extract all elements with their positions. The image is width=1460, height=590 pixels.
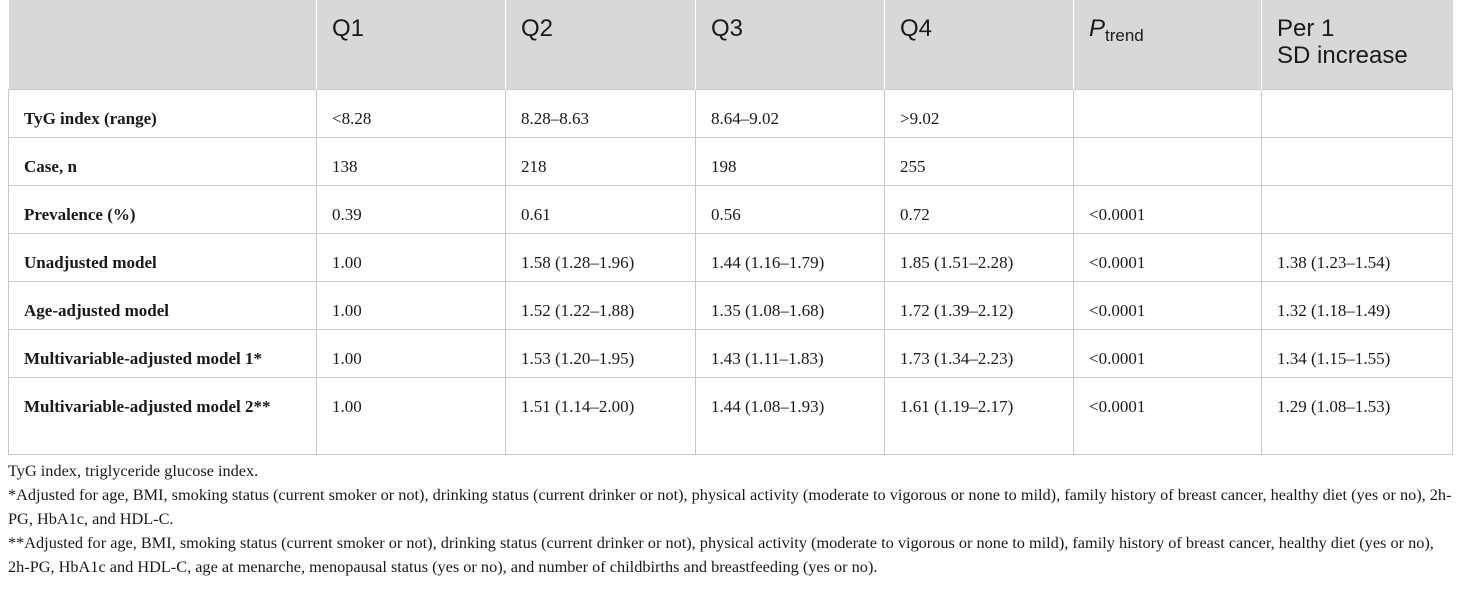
table-row xyxy=(9,233,1453,281)
cell-q3: 198 xyxy=(696,137,885,185)
footnote-model-1: *Adjusted for age, BMI, smoking status (current smoker or not), drinking status (current drinker or not), physical activity (moderate to vigorous or none to mild), family history of breast cancer, healthy diet (yes or no), 2h-PG, HbA1c, and HDL-C. xyxy=(8,485,1452,528)
header-row xyxy=(9,0,1453,89)
cell-q2: 218 xyxy=(506,137,696,185)
header-per-sd xyxy=(1262,0,1453,89)
results-table-container xyxy=(8,0,1452,455)
cell-per-sd xyxy=(1262,137,1453,185)
table-row xyxy=(9,185,1453,233)
row-label: TyG index (range) xyxy=(9,89,317,137)
cell-ptrend: <0.0001 xyxy=(1074,233,1262,281)
cell-q3: 1.44 (1.08–1.93) xyxy=(696,377,885,454)
cell-per-sd: 1.29 (1.08–1.53) xyxy=(1262,377,1453,454)
cell-ptrend: <0.0001 xyxy=(1074,377,1262,454)
header-q4: Q4 xyxy=(885,0,1074,89)
cell-per-sd: 1.32 (1.18–1.49) xyxy=(1262,281,1453,329)
cell-per-sd xyxy=(1262,89,1453,137)
cell-per-sd: 1.34 (1.15–1.55) xyxy=(1262,329,1453,377)
header-q3: Q3 xyxy=(696,0,885,89)
cell-q3: 1.35 (1.08–1.68) xyxy=(696,281,885,329)
table-row xyxy=(9,89,1453,137)
cell-q4: 1.85 (1.51–2.28) xyxy=(885,233,1074,281)
footnote-model-2: **Adjusted for age, BMI, smoking status (current smoker or not), drinking status (current drinker or not), physical activity (moderate to vigorous or none to mild), family history of breast cancer, healthy diet (yes or no), 2h-PG, HbA1c and HDL-C, age at menarche, menopausal status (yes or no), and number of childbirths and breastfeeding (yes or no). xyxy=(8,533,1434,576)
cell-q2: 1.53 (1.20–1.95) xyxy=(506,329,696,377)
header-q1: Q1 xyxy=(317,0,506,89)
table-row xyxy=(9,329,1453,377)
footnote-abbreviation: TyG index, triglyceride glucose index. xyxy=(8,461,259,480)
cell-q1: 0.39 xyxy=(317,185,506,233)
cell-q3: 1.44 (1.16–1.79) xyxy=(696,233,885,281)
cell-q4: 1.61 (1.19–2.17) xyxy=(885,377,1074,454)
cell-q1: 1.00 xyxy=(317,329,506,377)
row-label: Prevalence (%) xyxy=(9,185,317,233)
cell-q2: 1.52 (1.22–1.88) xyxy=(506,281,696,329)
cell-q3: 8.64–9.02 xyxy=(696,89,885,137)
cell-q3: 1.43 (1.11–1.83) xyxy=(696,329,885,377)
cell-q2: 8.28–8.63 xyxy=(506,89,696,137)
header-q2: Q2 xyxy=(506,0,696,89)
table-row xyxy=(9,281,1453,329)
cell-q1: 1.00 xyxy=(317,377,506,454)
header-ptrend xyxy=(1074,0,1262,89)
cell-per-sd: 1.38 (1.23–1.54) xyxy=(1262,233,1453,281)
cell-ptrend: <0.0001 xyxy=(1074,281,1262,329)
cell-ptrend: <0.0001 xyxy=(1074,185,1262,233)
row-label: Multivariable-adjusted model 2** xyxy=(9,377,317,454)
cell-q4: 1.72 (1.39–2.12) xyxy=(885,281,1074,329)
header-ptrend-sub: trend xyxy=(1105,26,1144,45)
cell-q1: 1.00 xyxy=(317,281,506,329)
cell-q3: 0.56 xyxy=(696,185,885,233)
cell-per-sd xyxy=(1262,185,1453,233)
table-footnotes xyxy=(8,459,1454,579)
results-table xyxy=(8,0,1453,455)
table-body xyxy=(9,89,1453,454)
table-row xyxy=(9,137,1453,185)
cell-q1: 138 xyxy=(317,137,506,185)
cell-ptrend xyxy=(1074,89,1262,137)
cell-ptrend xyxy=(1074,137,1262,185)
cell-q4: 0.72 xyxy=(885,185,1074,233)
table-row xyxy=(9,377,1453,454)
cell-q1: 1.00 xyxy=(317,233,506,281)
row-label: Case, n xyxy=(9,137,317,185)
table-header xyxy=(9,0,1453,89)
cell-q4: 1.73 (1.34–2.23) xyxy=(885,329,1074,377)
header-blank xyxy=(9,0,317,89)
cell-q2: 1.58 (1.28–1.96) xyxy=(506,233,696,281)
cell-q2: 0.61 xyxy=(506,185,696,233)
row-label: Unadjusted model xyxy=(9,233,317,281)
cell-ptrend: <0.0001 xyxy=(1074,329,1262,377)
cell-q1: <8.28 xyxy=(317,89,506,137)
header-per-sd-line2: SD increase xyxy=(1277,42,1408,69)
row-label: Age-adjusted model xyxy=(9,281,317,329)
header-ptrend-p: P xyxy=(1089,15,1106,42)
cell-q4: >9.02 xyxy=(885,89,1074,137)
cell-q4: 255 xyxy=(885,137,1074,185)
cell-q2: 1.51 (1.14–2.00) xyxy=(506,377,696,454)
row-label: Multivariable-adjusted model 1* xyxy=(9,329,317,377)
header-per-sd-line1: Per 1 xyxy=(1277,15,1335,42)
